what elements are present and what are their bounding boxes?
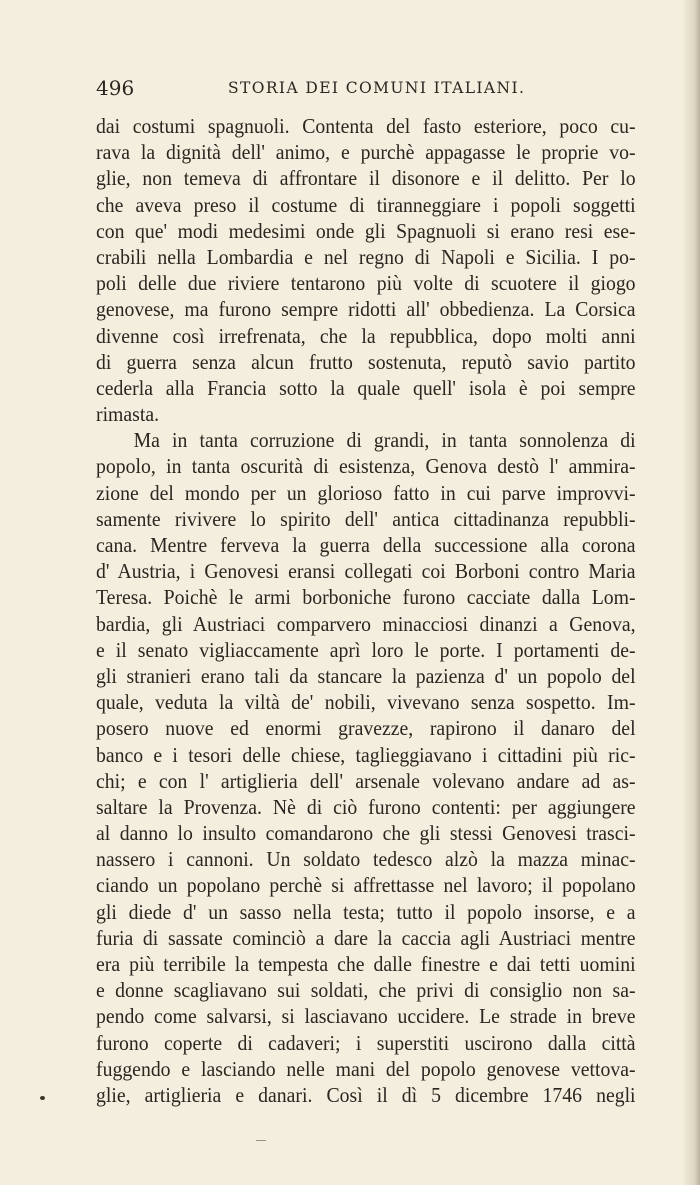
page-header bbox=[96, 76, 662, 100]
text-line: furono coperte di cadaveri; i superstiti uscirono dalla città bbox=[96, 1030, 636, 1055]
text-line: bardia, gli Austriaci comparvero minacciosi dinanzi a Genova, bbox=[96, 611, 636, 636]
text-line: Teresa. Poichè le armi borboniche furono cacciate dalla Lom- bbox=[96, 585, 636, 610]
text-line: pendo come salvarsi, si lasciavano uccidere. Le strade in breve bbox=[96, 1004, 636, 1029]
text-line: e donne scagliavano sui soldati, che privi di consiglio non sa- bbox=[96, 978, 636, 1003]
text-line: saltare la Provenza. Nè di ciò furono contenti: per aggiungere bbox=[96, 794, 636, 819]
text-line: banco e i tesori delle chiese, taglieggiavano i cittadini più ric- bbox=[96, 742, 636, 767]
text-line: era più terribile la tempesta che dalle finestre e dai tetti uomini bbox=[96, 952, 636, 976]
text-line: glie, non temeva di affrontare il disonore e il delitto. Per lo bbox=[96, 166, 636, 191]
text-line: fuggendo e lasciando nelle mani del popolo genovese vettova- bbox=[96, 1056, 636, 1081]
paragraph bbox=[96, 113, 636, 427]
text-line: rava la dignità dell' animo, e purchè appagasse le proprie vo- bbox=[96, 140, 636, 165]
text-line: gli stranieri erano tali da stancare la pazienza d' un popolo del bbox=[96, 663, 636, 688]
text-line: gli diede d' un sasso nella testa; tutto il popolo insorse, e a bbox=[96, 899, 636, 924]
text-line: ciando un popolano perchè si affrettasse nel lavoro; il popolano bbox=[96, 873, 636, 898]
text-line: divenne così irrefrenata, che la repubblica, dopo molti anni bbox=[96, 323, 636, 348]
text-line: Ma in tanta corruzione di grandi, in tanta sonnolenza di bbox=[133, 428, 636, 453]
text-line: crabili nella Lombardia e nel regno di Napoli e Sicilia. I po- bbox=[96, 244, 636, 269]
text-line: glie, artiglieria e danari. Così il dì 5 dicembre 1746 negli bbox=[96, 1082, 636, 1107]
ink-blot bbox=[40, 1096, 45, 1100]
text-line: e il senato vigliaccamente aprì loro le porte. I portamenti de- bbox=[96, 637, 636, 662]
body-text bbox=[96, 113, 636, 1108]
paragraph bbox=[96, 427, 636, 1108]
text-line: cana. Mentre ferveva la guerra della successione alla corona bbox=[96, 533, 636, 557]
text-line: genovese, ma furono sempre ridotti all' obbedienza. La Corsica bbox=[96, 297, 636, 322]
text-line: con que' modi medesimi onde gli Spagnuoli si erano resi ese- bbox=[96, 218, 636, 243]
text-line: di guerra senza alcun frutto sostenuta, reputò savio partito bbox=[96, 349, 636, 374]
text-line: quale, veduta la viltà de' nobili, vivevano senza sospetto. Im- bbox=[96, 690, 636, 715]
text-line: rimasta. bbox=[96, 402, 160, 427]
text-line: d' Austria, i Genovesi eransi collegati coi Borboni contro Maria bbox=[96, 559, 636, 584]
text-line: samente rivivere lo spirito dell' antica cittadinanza repubbli- bbox=[96, 506, 636, 531]
text-line: chi; e con l' artiglieria dell' arsenale volevano andare ad as- bbox=[96, 768, 636, 793]
text-line: dai costumi spagnuoli. Contenta del fasto esteriore, poco cu- bbox=[96, 114, 636, 138]
footer-mark bbox=[256, 1140, 266, 1141]
text-line: posero nuove ed enormi gravezze, rapirono il danaro del bbox=[96, 716, 636, 741]
running-title: STORIA DEI COMUNI ITALIANI. bbox=[228, 79, 526, 97]
text-line: popolo, in tanta oscurità di esistenza, Genova destò l' ammira- bbox=[96, 454, 636, 479]
text-line: al danno lo insulto comandarono che gli stessi Genovesi trasci- bbox=[96, 821, 636, 846]
page-number: 496 bbox=[96, 76, 135, 100]
text-line: furia di sassate cominciò a dare la caccia agli Austriaci mentre bbox=[96, 925, 636, 950]
text-line: nassero i cannoni. Un soldato tedesco alzò la mazza minac- bbox=[96, 847, 636, 872]
text-line: poli delle due riviere tentarono più volte di scuotere il giogo bbox=[96, 271, 636, 296]
text-line: che aveva preso il costume di tiranneggiare i popoli soggetti bbox=[96, 192, 636, 217]
text-line: zione del mondo per un glorioso fatto in cui parve improvvi- bbox=[96, 480, 636, 505]
text-line: cederla alla Francia sotto la quale quell' isola è poi sempre bbox=[96, 375, 636, 400]
page-edge-shadow bbox=[682, 0, 700, 1185]
